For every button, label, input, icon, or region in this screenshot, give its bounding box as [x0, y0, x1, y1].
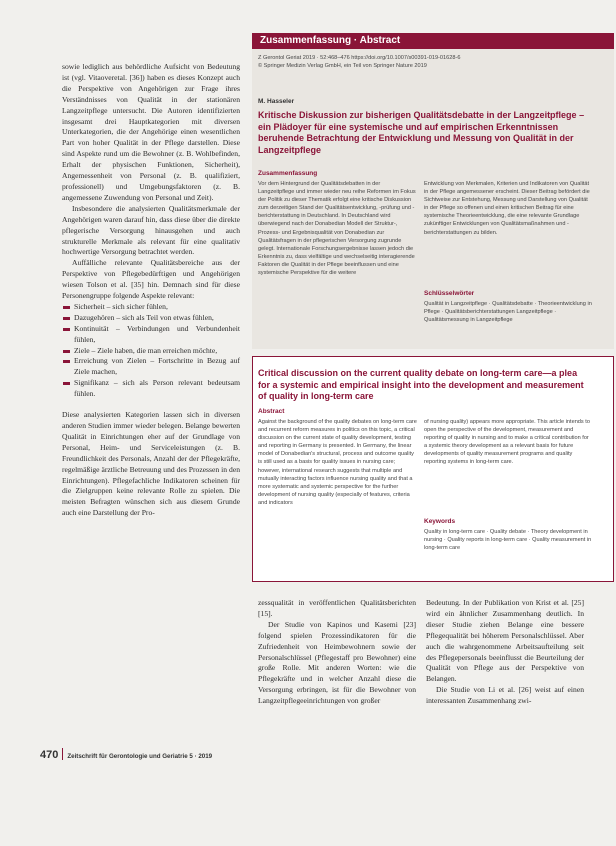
- page-footer: [40, 745, 212, 763]
- author-name: M. Hasseler: [258, 98, 295, 105]
- right-paragraph-2: Die Studie von Li et al. [26] weist auf einen interessanten Zusammenhang zwi-: [426, 685, 584, 706]
- middle-paragraph-1: zessqualität in veröffentlichen Qualitätsberichten [15].: [258, 598, 416, 618]
- page-number: 470: [40, 749, 59, 761]
- citation-meta: [258, 54, 598, 70]
- left-intro-paragraph: sowie lediglich aus behördliche Aufsicht von Bedeutung ist (vgl. Vitaoveretal. [36]) haben es dieses Konzept auch die Perspektive von Angehörigen zur Frage ihres Verständnisses von Qualität in der stationären Langzeitpflege untersucht. Die Autoren identifizierten insgesamt drei Hauptkategorien mit diversen Unterkategorien, die der Angehörige einen wesentlichen Part von hoher Qualität in der Pflege darstellen. Diese sind Aspekte rund um die Bewohner (z. B. Wohlbefinden, Erhalt der physischen Funktionen, Sicherheit), Angemessenheit von Personal (z. B. qualifiziert, professionell) und Umgebungsfaktoren (z. B. angemessene Zuwendung von Personal und Zeit).: [62, 62, 240, 202]
- abstract-label: Abstract: [258, 408, 285, 415]
- body-column-middle: [258, 598, 416, 707]
- left-paragraph-3: Auffälliche relevante Qualitätsbereiche aus der Perspektive von Pflegebedürftigen und Angehörigen wiesen Tolson et al. [35] hin. Demnach sind für diese Personengruppe folgende Aspekte relevant:: [62, 258, 240, 301]
- spacer: [62, 400, 240, 410]
- citation-line: Z Gerontol Geriat 2019 · 52:468–476 https://doi.org/10.1007/s00391-019-01628-6: [258, 55, 461, 61]
- english-abstract-col1: Against the background of the quality debates on long-term care and recurrent reform measures in politics on this topic, a critical discussion on the current state of quality development, testing and reporting in Germany is presented. In Germany, the linear model of Donabedian's structural, process and outcome quality is still used as a basis for quality issues in nursing care; however, international research suggests that multiple and mutually interacting factors influence nursing quality and that a more systematic and systemic perspective for the further development of nursing quality (especially of features, criteria and indicators: [258, 419, 417, 506]
- list-item: Signifikanz – sich als Person relevant bedeutsam fühlen.: [62, 378, 240, 400]
- german-abstract-col2: Entwicklung von Merkmalen, Kriterien und Indikatoren von Qualität in der Pflege angemessener erscheint. Dieser Beitrag befördert die Sichtweise zur Entstehung, Messung und Darstellung von Qualität in der Pflege so offenen und einen kritischen Beitrag für eine systemische Theorieentwicklung, die eine relevante Grundlage zukünftiger Entwicklungen von Qualitätsmaßnahmen und -berichterstattungen zu bilden.: [424, 181, 590, 236]
- schluesselwoerter-label: Schlüsselwörter: [424, 290, 475, 297]
- list-item: Erreichung von Zielen – Fortschritte in Bezug auf Ziele machen,: [62, 356, 240, 378]
- abstract-header-bar: Zusammenfassung · Abstract: [252, 33, 614, 49]
- right-paragraph-1: Bedeutung. In der Publikation von Krist et al. [25] wird ein ähnlicher Zusammenhang deutlich. In dieser Studie ziehen Belange eine bessere Pflegequalität bei höherem Personalschlüssel. Aber auch die wahrgenommene Arbeitsaufteilung seit des Pflegepersonals beeinflusst die Beurteilung der Qualität von Pflege aus der Perspektive von Belangen.: [426, 598, 584, 684]
- german-title: Kritische Diskussion zur bisherigen Qualitätsdebatte in der Langzeitpflege – ein Plädoyer für eine systemische und auf empirischen Erkenntnissen beruhende Betrachtung der Entwicklung und Messung von Qualität in der Langzeitpflege: [258, 110, 585, 155]
- german-abstract-col1: Vor dem Hintergrund der Qualitätsdebatten in der Langzeitpflege und immer wieder neu reihe Reformen im Fokus der Politik zu dieser Thematik erfolgt eine kritische Diskussion zum derzeitigen Stand der Qualitätsentwicklung, -prüfung und -berichterstattung in Deutschland. In Deutschland wird überwiegend nach der Donabedian Modell der Struktur-, Prozess- und Ergebnisqualität von Donabedian zur Qualitätsfragen in der pflegerischen Versorgung zugrunde gelegt. Internationale Forschungsergebnisse lassen jedoch die Erkenntnis zu, dass vielfältige und wechselseitig interagierende Faktoren die Qualität in der Pflege beeinflussen und eine systemische Perspektive für die weitere: [258, 181, 416, 277]
- left-paragraph-2: Insbesondere die analysierten Qualitätsmerkmale der Angehörigen waren darauf hin, dass diese über die direkte pflegerische Versorgung hinausgehen und auch strukturelle Merkmale als relevant für eine qualitativ hochwertige Versorgung betrachtet werden.: [62, 203, 240, 257]
- list-item: Dazugehören – sich als Teil von etwas fühlen,: [62, 313, 240, 324]
- left-paragraph-4: Diese analysierten Kategorien lassen sich in diversen anderen Studien immer wieder belegen. Belange bewerten Qualität in Einrichtungen eher auf der Grundlage von Personal, Heim- und Serviceleistungen (z. B. Freundlichkeit des Personals, Anzahl der der Pflegekräfte, regelmäßige ärztliche Betreuung und des Prozessen in den Einrichtungen). Pflegefachliche Indikatoren scheinen für die Zielgruppen keine relevante Rolle zu spielen. Die meisten Befragten wünschen sich aus diesem Grunde auch eine Darstellung der Pro-: [62, 410, 240, 518]
- english-abstract-col2: of nursing quality) appears more appropriate. This article intends to open the perspective of the development, measurement and reporting of quality in nursing and to make a critical contribution for a systemic theory development as a relevant basis for future developments of quality measurement programs and quality reporting systems in long-term care.: [424, 419, 590, 466]
- list-item: Ziele – Ziele haben, die man erreichen möchte,: [62, 346, 240, 357]
- left-column: [62, 62, 240, 519]
- english-title: Critical discussion on the current quality debate on long-term care—a plea for a systemic and empirical insight into the development and measurement of quality in long-term care: [258, 368, 584, 401]
- quality-aspects-list: [62, 302, 240, 400]
- journal-name: Zeitschrift für Gerontologie und Geriatrie 5 · 2019: [67, 753, 213, 760]
- english-keywords: Quality in long-term care · Quality debate · Theory development in nursing · Quality reports in long-term care · Quality measurement in long-term care: [424, 529, 592, 552]
- list-item: Sicherheit – sich sicher fühlen,: [62, 302, 240, 313]
- middle-paragraph-2: Der Studie von Kapinos und Kasemi [23] folgend spielen Prozessindikatoren für die Zufriedenheit von Heimbewohnern sowie der Personalschlüssel (Pflegestaff pro Bewohner) eine große Rolle. Mit anderen Worten: wie die Pflegekräfte und in welcher Anzahl diese die Versorgung erbringen, ist für die Bewohner von Langzeitpflegeeinrichtungen von großer: [258, 619, 416, 706]
- keywords-label: Keywords: [424, 518, 456, 525]
- zusammenfassung-label: Zusammenfassung: [258, 170, 318, 177]
- german-keywords: Qualität in Langzeitpflege · Qualitätsdebatte · Theorieentwicklung in Pflege · Qualitätsberichterstattungen Langzeitpflege · Qualitätsmessung in Langzeitpflege: [424, 301, 592, 324]
- body-column-right: [426, 598, 584, 707]
- list-item: Kontinuität – Verbindungen und Verbundenheit fühlen,: [62, 324, 240, 346]
- footer-divider: [62, 748, 63, 760]
- publisher-line: © Springer Medizin Verlag GmbH, ein Teil von Springer Nature 2019: [258, 63, 427, 69]
